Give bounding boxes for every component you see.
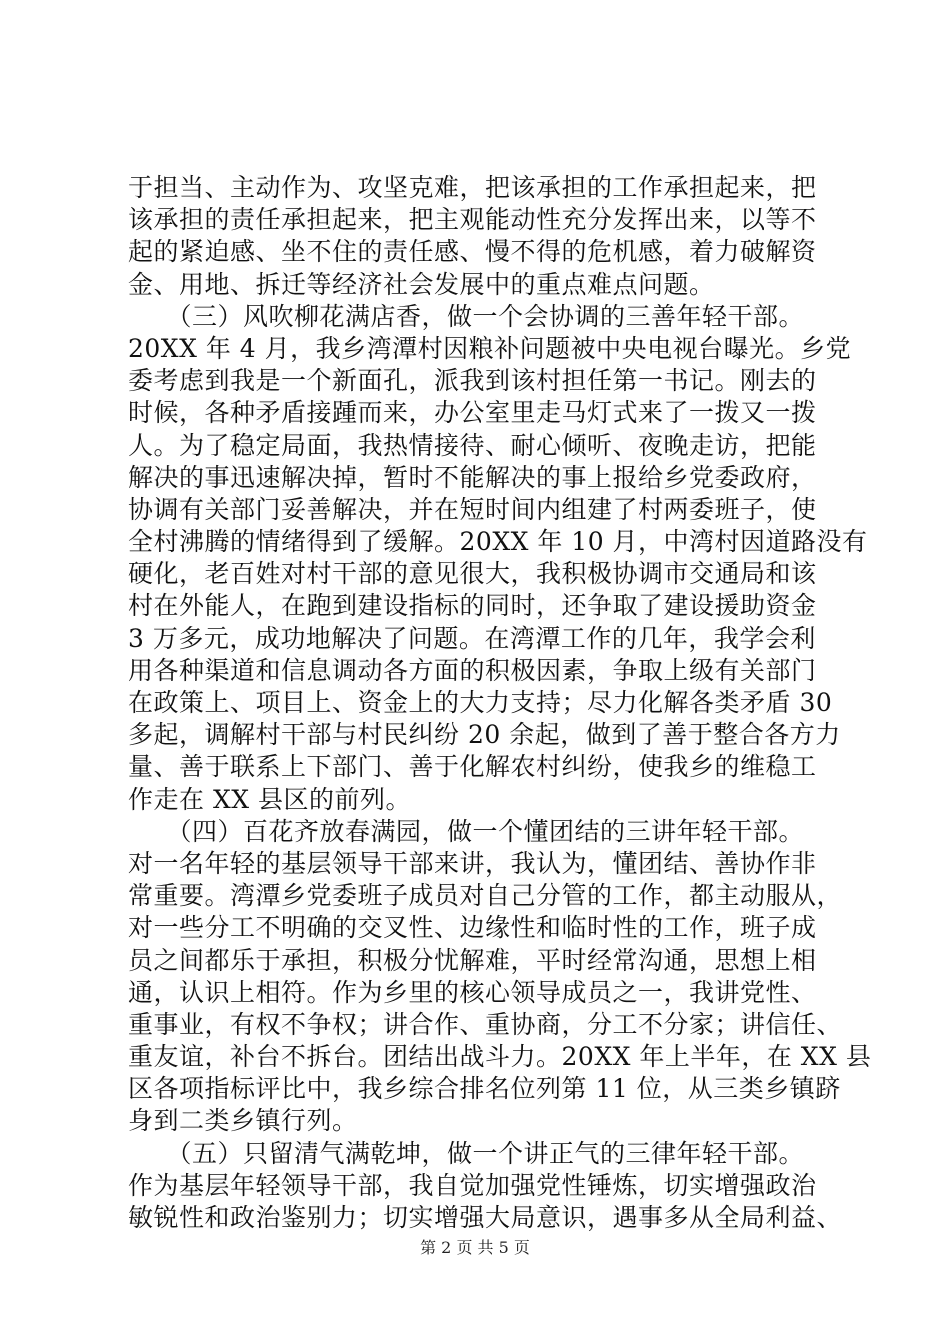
text-line: 身到二类乡镇行列。: [128, 1106, 358, 1136]
text-line: 于担当、主动作为、攻坚克难，把该承担的工作承担起来，把: [128, 173, 817, 202]
text-line: 通，认识上相符。作为乡里的核心领导成员之一，我讲党性、: [128, 977, 817, 1007]
text-line: 对一名年轻的基层领导干部来讲，我认为，懂团结、善协作非: [128, 848, 817, 878]
text-line: 用各种渠道和信息调动各方面的积极因素，争取上级有关部门: [128, 655, 817, 685]
body-text: [128, 172, 872, 1234]
text-line: 对一些分工不明确的交叉性、边缘性和临时性的工作，班子成: [128, 913, 817, 943]
text-line: 区各项指标评比中，我乡综合排名位列第 11 位，从三类乡镇跻: [128, 1074, 841, 1104]
text-line: 多起，调解村干部与村民纠纷 20 余起，做到了善于整合各方力: [128, 720, 841, 750]
text-line: 20XX 年 4 月，我乡湾潭村因粮补问题被中央电视台曝光。乡党: [128, 333, 852, 363]
text-line: 作走在 XX 县区的前列。: [128, 784, 411, 814]
text-line: 在政策上、项目上、资金上的大力支持；尽力化解各类矛盾 30: [128, 688, 833, 717]
page-footer: 第 2 页 共 5 页: [420, 1238, 530, 1257]
text-line: 协调有关部门妥善解决，并在短时间内组建了村两委班子，使: [128, 494, 817, 524]
text-line: （三）风吹柳花满店香，做一个会协调的三善年轻干部。: [128, 301, 805, 331]
text-line: 硬化，老百姓对村干部的意见很大，我积极协调市交通局和该: [128, 559, 817, 589]
text-line: 解决的事迅速解决掉，暂时不能解决的事上报给乡党委政府，: [128, 462, 817, 492]
text-line: 全村沸腾的情绪得到了缓解。20XX 年 10 月，中湾村因道路没有: [128, 527, 868, 557]
text-line: 敏锐性和政治鉴别力；切实增强大局意识，遇事多从全局利益、: [128, 1203, 843, 1232]
text-line: 时候，各种矛盾接踵而来，办公室里走马灯式来了一拨又一拨: [128, 398, 817, 428]
text-line: （四）百花齐放春满园，做一个懂团结的三讲年轻干部。: [128, 816, 805, 846]
text-line: 起的紧迫感、坐不住的责任感、慢不得的危机感，着力破解资: [128, 237, 817, 267]
text-line: 量、善于联系上下部门、善于化解农村纠纷，使我乡的维稳工: [128, 752, 817, 782]
text-line: 重友谊，补台不拆台。团结出战斗力。20XX 年上半年，在 XX 县: [128, 1042, 872, 1072]
text-line: 人。为了稳定局面，我热情接待、耐心倾听、夜晚走访，把能: [128, 430, 817, 460]
text-line: 该承担的责任承担起来，把主观能动性充分发挥出来，以等不: [128, 205, 817, 235]
text-line: 员之间都乐于承担，积极分忧解难，平时经常沟通，思想上相: [128, 945, 817, 975]
text-line: 作为基层年轻领导干部，我自觉加强党性锤炼，切实增强政治: [128, 1170, 817, 1200]
text-line: 委考虑到我是一个新面孔，派我到该村担任第一书记。刚去的: [128, 366, 817, 396]
text-line: 常重要。湾潭乡党委班子成员对自己分管的工作，都主动服从，: [128, 881, 843, 911]
text-line: （五）只留清气满乾坤，做一个讲正气的三律年轻干部。: [128, 1138, 805, 1168]
text-line: 3 万多元，成功地解决了问题。在湾潭工作的几年，我学会利: [128, 623, 816, 653]
text-line: 村在外能人，在跑到建设指标的同时，还争取了建设援助资金: [128, 591, 817, 621]
text-line: 金、用地、拆迁等经济社会发展中的重点难点问题。: [128, 269, 715, 299]
text-line: 重事业，有权不争权；讲合作、重协商，分工不分家；讲信任、: [128, 1009, 843, 1039]
